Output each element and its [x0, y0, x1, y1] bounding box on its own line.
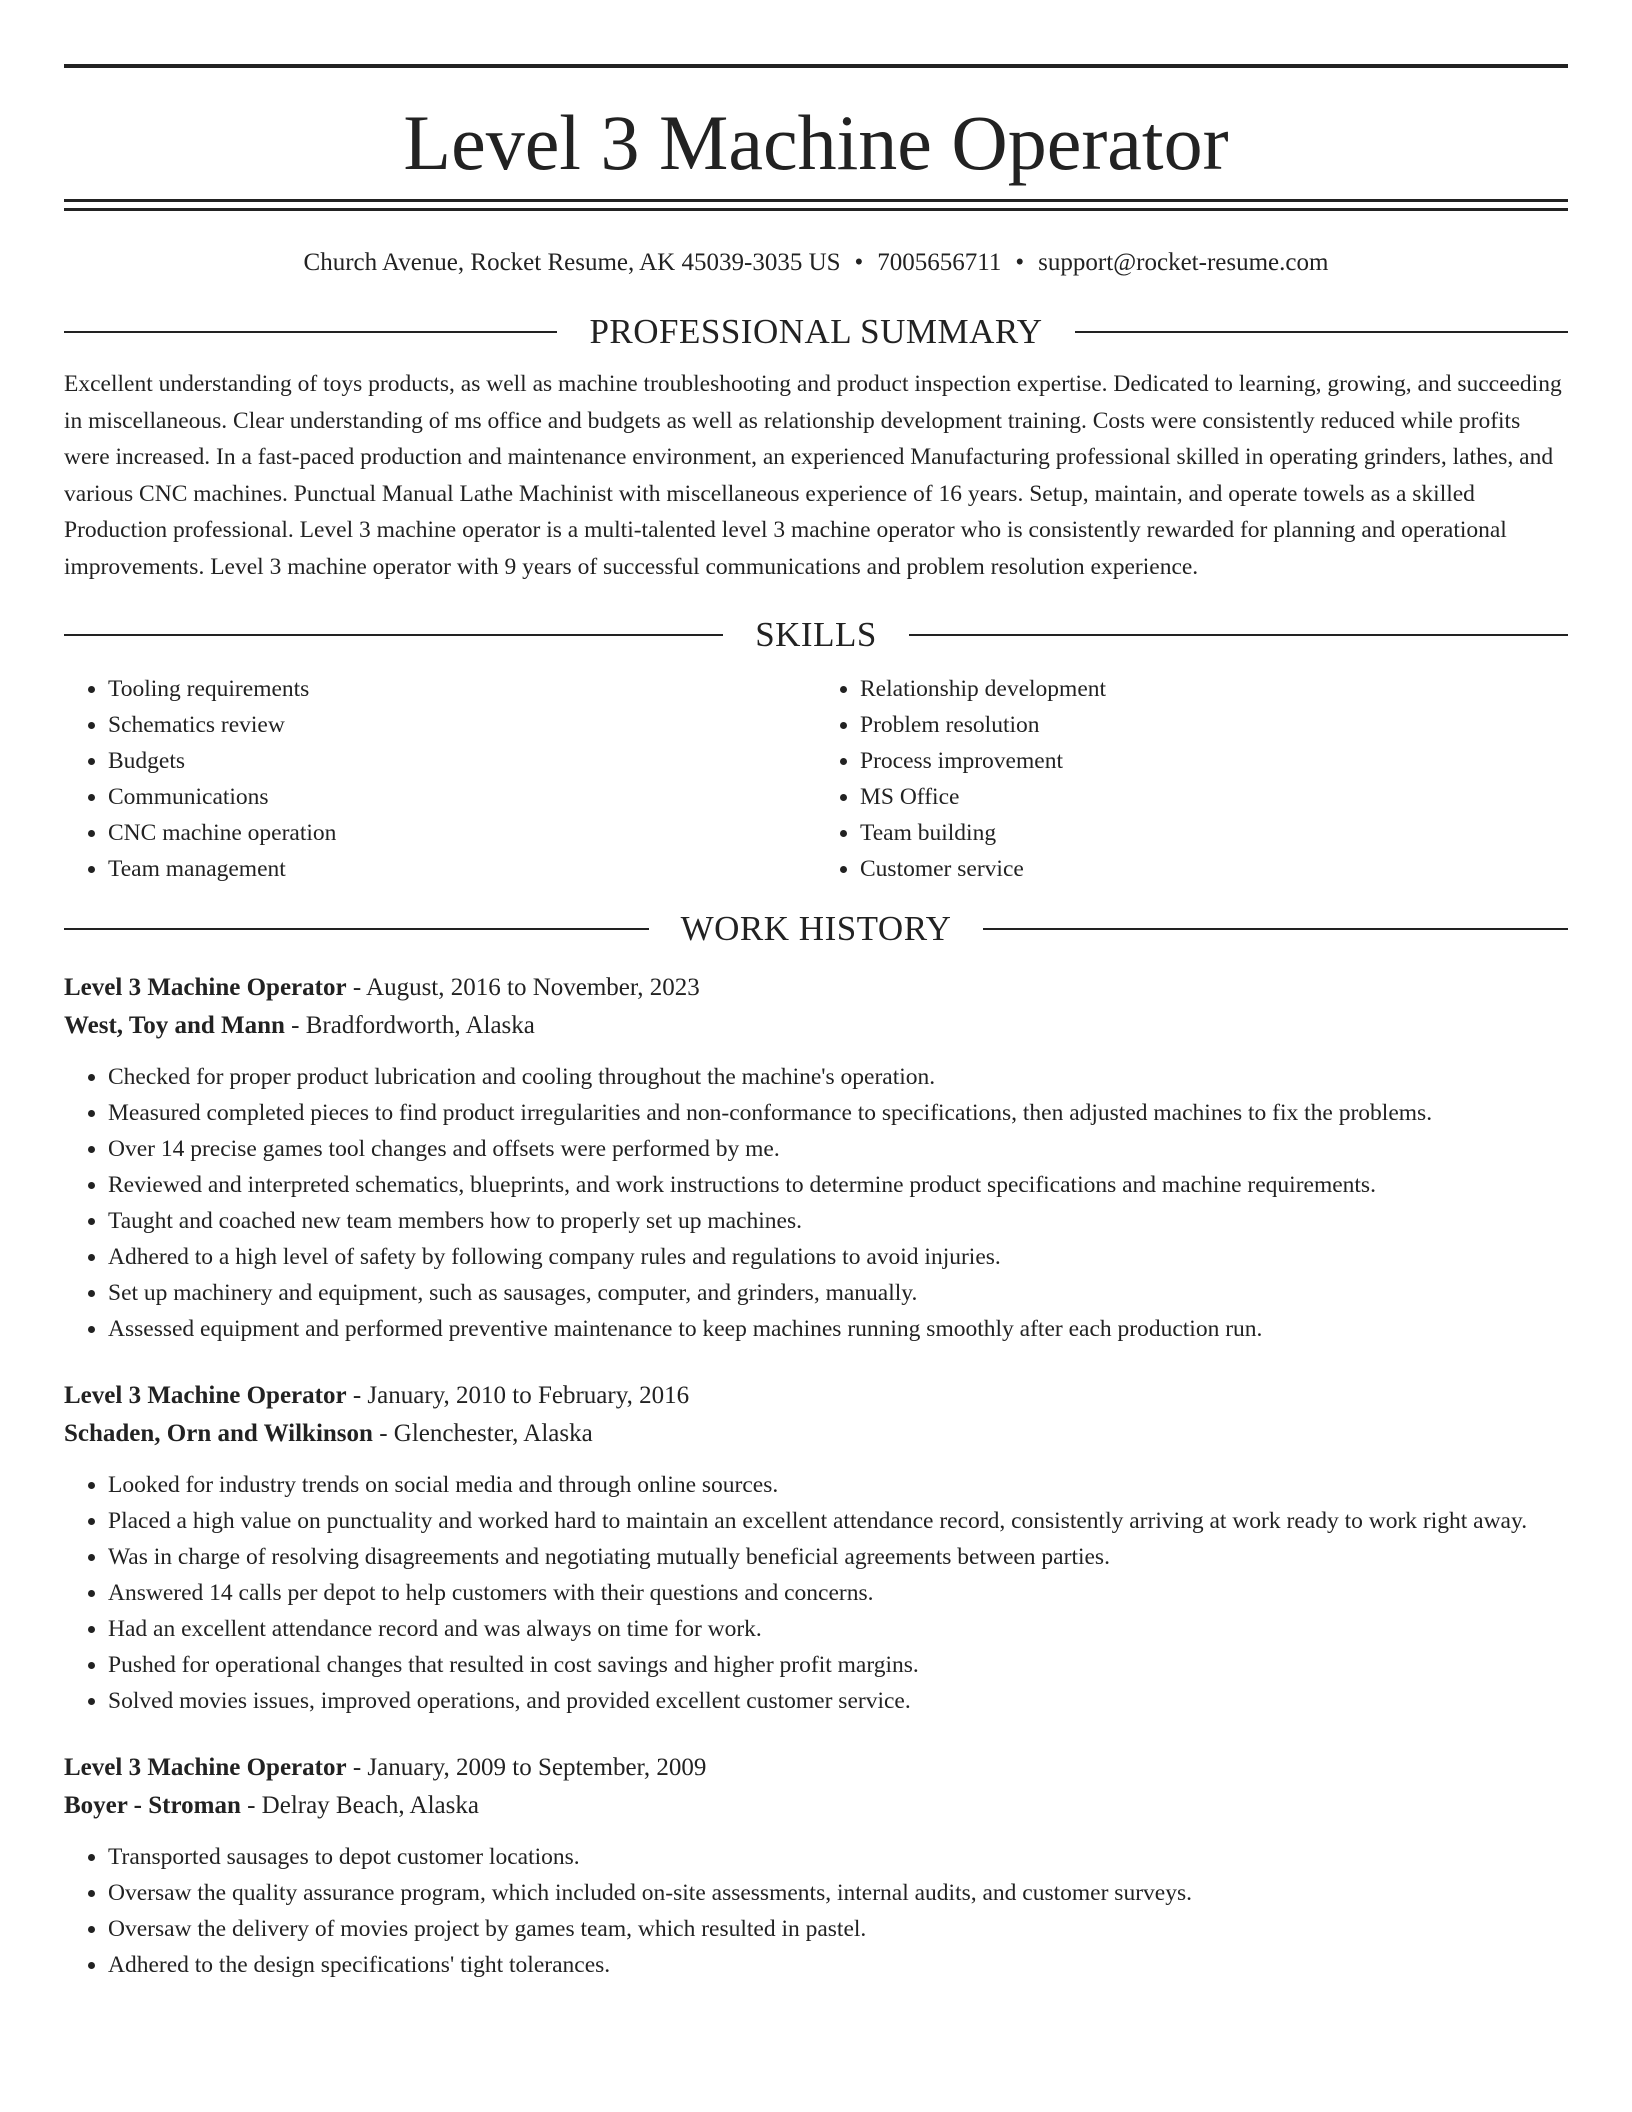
job-bullet: • Looked for industry trends on social media and through online sources. — [108, 1467, 1568, 1503]
skill-item: • Tooling requirements — [108, 671, 816, 707]
job-entry — [64, 1377, 1568, 1719]
top-rule — [64, 64, 1568, 68]
skill-item: • Relationship development — [860, 671, 1568, 707]
job-bullet: • Taught and coached new team members how to properly set up machines. — [108, 1203, 1568, 1239]
title-double-rule — [64, 199, 1568, 211]
section-divider — [1075, 331, 1568, 333]
job-company: West, Toy and Mann — [64, 1012, 285, 1039]
section-divider — [64, 634, 723, 636]
skill-item: • Team building — [860, 815, 1568, 851]
job-bullet: • Oversaw the delivery of movies project by games team, which resulted in pastel. — [108, 1911, 1568, 1947]
section-divider — [64, 928, 649, 930]
job-company-line — [64, 1007, 1568, 1045]
summary-section-header — [64, 312, 1568, 352]
job-bullet: • Had an excellent attendance record and was always on time for work. — [108, 1611, 1568, 1647]
job-bullet: • Transported sausages to depot customer locations. — [108, 1839, 1568, 1875]
job-company: Schaden, Orn and Wilkinson — [64, 1420, 373, 1447]
skill-item: • Team management — [108, 851, 816, 887]
skill-item: • Communications — [108, 779, 816, 815]
job-company-line — [64, 1415, 1568, 1453]
job-bullet: • Over 14 precise games tool changes and offsets were performed by me. — [108, 1131, 1568, 1167]
job-entry — [64, 1749, 1568, 1983]
job-bullet: • Assessed equipment and performed preventive maintenance to keep machines running smoothly after each production run. — [108, 1311, 1568, 1347]
section-divider — [983, 928, 1568, 930]
job-title: Level 3 Machine Operator — [64, 1754, 347, 1781]
work-history-section-header — [64, 909, 1568, 949]
skills-heading: SKILLS — [755, 615, 877, 654]
skill-item: • MS Office — [860, 779, 1568, 815]
job-bullet: • Checked for proper product lubrication and cooling throughout the machine's operation. — [108, 1059, 1568, 1095]
section-divider — [909, 634, 1568, 636]
skill-item: • CNC machine operation — [108, 815, 816, 851]
resume-title: Level 3 Machine Operator — [403, 99, 1229, 186]
job-bullet: • Oversaw the quality assurance program, which included on-site assessments, internal audits, and customer surveys. — [108, 1875, 1568, 1911]
skills-column-left — [64, 671, 816, 887]
job-location: - Glenchester, Alaska — [372, 1420, 593, 1447]
job-bullet: • Adhered to the design specifications' tight tolerances. — [108, 1947, 1568, 1983]
contact-address: Church Avenue, Rocket Resume, AK 45039-3035 US — [303, 249, 841, 276]
job-bullet: • Adhered to a high level of safety by following company rules and regulations to avoid injuries. — [108, 1239, 1568, 1275]
contact-separator: • — [1015, 249, 1025, 276]
job-bullet: • Placed a high value on punctuality and worked hard to maintain an excellent attendance record, consistently arriving at work ready to work right away. — [108, 1503, 1568, 1539]
job-dates: - August, 2016 to November, 2023 — [346, 974, 700, 1001]
job-bullet: • Was in charge of resolving disagreements and negotiating mutually beneficial agreements between parties. — [108, 1539, 1568, 1575]
job-title-line — [64, 1749, 1568, 1787]
work-history-heading: WORK HISTORY — [680, 909, 952, 948]
job-entry — [64, 969, 1568, 1347]
job-bullet: • Solved movies issues, improved operations, and provided excellent customer service. — [108, 1683, 1568, 1719]
job-location: - Delray Beach, Alaska — [240, 1792, 479, 1819]
skills-section-header — [64, 615, 1568, 655]
job-dates: - January, 2009 to September, 2009 — [346, 1754, 707, 1781]
job-bullets — [64, 1467, 1568, 1719]
contact-email: support@rocket-resume.com — [1038, 249, 1329, 276]
contact-line — [64, 248, 1568, 278]
skill-item: • Problem resolution — [860, 707, 1568, 743]
section-divider — [64, 331, 557, 333]
contact-phone: 7005656711 — [877, 249, 1002, 276]
skill-item: • Budgets — [108, 743, 816, 779]
skill-item: • Customer service — [860, 851, 1568, 887]
job-bullet: • Reviewed and interpreted schematics, blueprints, and work instructions to determine product specifications and machine requirements. — [108, 1167, 1568, 1203]
skill-item: • Schematics review — [108, 707, 816, 743]
job-bullet: • Measured completed pieces to find product irregularities and non-conformance to specifications, then adjusted machines to fix the problems. — [108, 1095, 1568, 1131]
job-company-line — [64, 1787, 1568, 1825]
resume-content — [64, 64, 1568, 1983]
skills-list — [64, 671, 1568, 887]
skills-column-right — [816, 671, 1568, 887]
job-bullets — [64, 1059, 1568, 1347]
skill-item: • Process improvement — [860, 743, 1568, 779]
job-bullets — [64, 1839, 1568, 1983]
summary-heading: PROFESSIONAL SUMMARY — [589, 312, 1043, 351]
job-title: Level 3 Machine Operator — [64, 1382, 347, 1409]
job-bullet: • Answered 14 calls per depot to help customers with their questions and concerns. — [108, 1575, 1568, 1611]
job-dates: - January, 2010 to February, 2016 — [346, 1382, 690, 1409]
job-location: - Bradfordworth, Alaska — [284, 1012, 535, 1039]
job-title-line — [64, 969, 1568, 1007]
contact-separator: • — [854, 249, 864, 276]
summary-text: Excellent understanding of toys products, as well as machine troubleshooting and product inspection expertise. Dedicated to learning, growing, and succeeding in miscellaneous. Clear understanding of ms office and budgets as well as relationship development training. Costs were consistently reduced while profits were increased. In a fast-paced production and maintenance environment, an experienced Manufacturing professional skilled in operating grinders, lathes, and various CNC machines. Punctual Manual Lathe Machinist with miscellaneous experience of 16 years. Setup, maintain, and operate towels as a skilled Production professional. Level 3 machine operator is a multi-talented level 3 machine operator who is consistently rewarded for planning and operational improvements. Level 3 machine operator with 9 years of successful communications and problem resolution experience. — [64, 371, 1562, 580]
job-title-line — [64, 1377, 1568, 1415]
job-bullet: • Set up machinery and equipment, such as sausages, computer, and grinders, manually. — [108, 1275, 1568, 1311]
job-title: Level 3 Machine Operator — [64, 974, 347, 1001]
job-bullet: • Pushed for operational changes that resulted in cost savings and higher profit margins. — [108, 1647, 1568, 1683]
job-company: Boyer - Stroman — [64, 1792, 241, 1819]
